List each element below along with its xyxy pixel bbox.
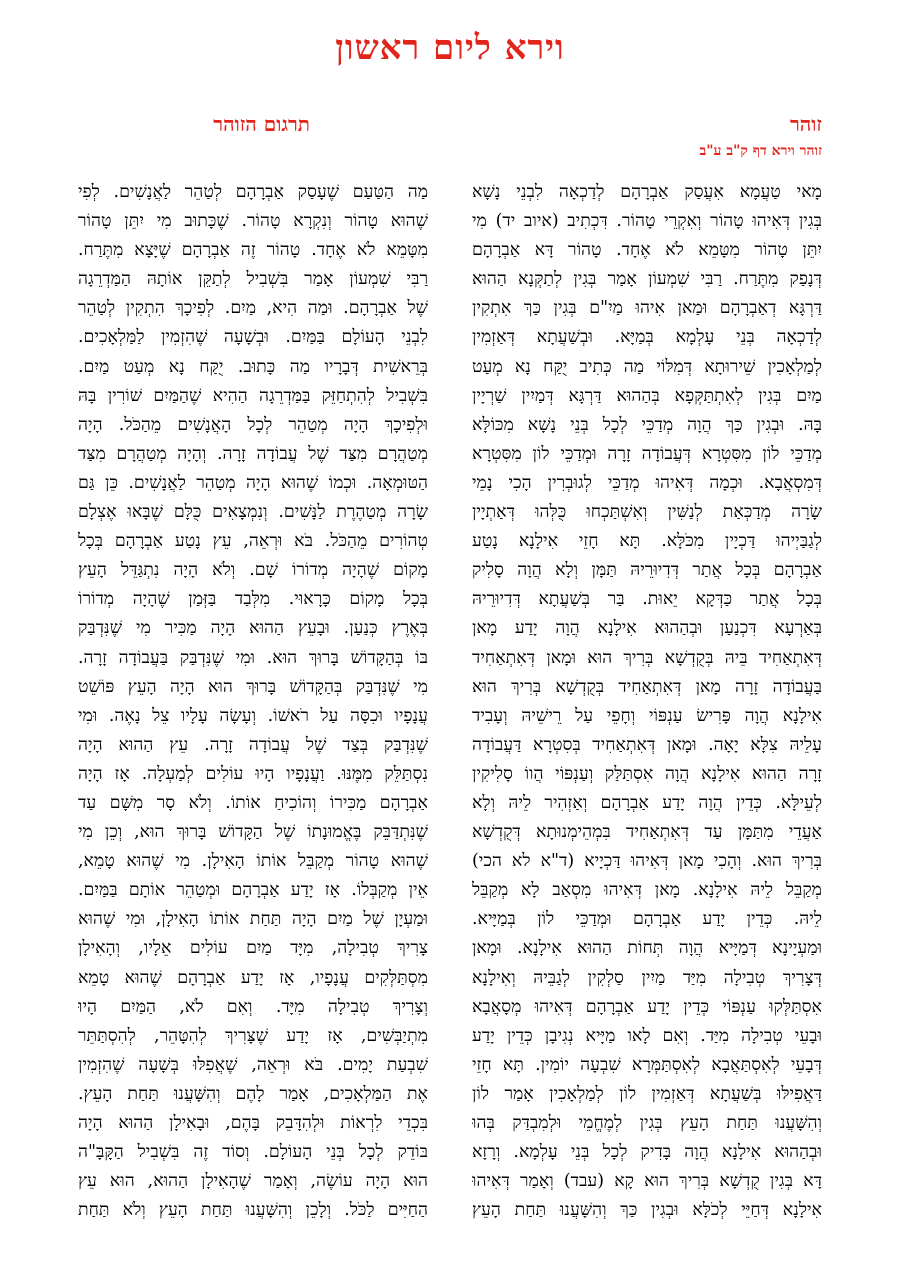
zohar-text-line: מַיִם בְּגִין לְאִתְתַּקְּפָא בְּהַהוּא דַּרְגָּא דְּמַיִין שַׁרְיָין (472, 385, 822, 406)
zohar-text-line: דַּאֲפִילּוּ בְּשַׁעֲתָא דְּאַזְמִין לוֹן לְמַלְאָכִין אָמַר לוֹן (472, 1083, 822, 1104)
translation-text-line: מִתְיַבְּשִׁים, אָז יָדַע שֶׁצָּרִיךְ לְהִטָּהֵר, לְהִסְתַּתֵּר (78, 1025, 428, 1046)
translation-text-line: בְּכָל מָקוֹם כָּרָאוּי. מִלְּבַד בַּזְּמַן שֶׁהָיָה מְדוֹרוֹ (78, 589, 428, 610)
zohar-text-line: מָאי טַעֲמָא אִעֲסַק אַבְרָהָם לְדַכְאָה לִבְנֵי נָשָׁא (472, 182, 822, 202)
translation-text-line: מָקוֹם שֶׁהָיָה מְדוֹרוֹ שָׁם. וְלֹא הָיָה נִתְגַּדֵּל הָעֵץ (78, 560, 428, 581)
zohar-text-line: לְמַלְאָכִין שֵׁירוּתָא דְּמִלּוֹי מַה כְּתִיב יֻקַּח נָא מְעַט (472, 356, 822, 377)
translation-text-line: מִסְתַּלְּקִים עֲנָפָיו, אָז יָדַע אַבְרָהָם שֶׁהוּא טָמֵא (78, 967, 428, 988)
translation-text-line: מִי שֶׁנִּדְבַּק בְּהַקָּדוֹשׁ בָּרוּךְ הוּא הָיָה הָעֵץ פּוֹשֵׁט (78, 676, 428, 697)
zohar-text-line: לְדַכְאָה בְּנֵי עָלְמָא בְּמַיָּא. וּבְשַׁעֲתָא דְּאַזְמִין (472, 327, 822, 348)
translation-text-line: שִׁבְעַת יָמִים. בֹּא וּרְאֵה, שֶׁאֲפִלּוּ בְּשָׁעָה שֶׁהִזְמִין (78, 1054, 428, 1075)
translation-text-line: בְּאֶרֶץ כְּנַעַן. וּבָעֵץ הַהוּא הָיָה מַכִּיר מִי שֶׁנִּדְבַּק (78, 618, 428, 639)
zohar-text-line: בְּאַרְעָא דִּכְנַעַן וּבְהַהוּא אִילָנָא הֲוָה יָדַע מָאן (472, 618, 822, 639)
zohar-text-line: יִתֵּן טָהוֹר מִטָּמֵא לֹא אֶחָד. טָהוֹר דָּא אַבְרָהָם (472, 240, 822, 261)
zohar-text-line: לֵיהּ. כְּדֵין יָדַע אַבְרָהָם וּמְדַכֵּי לוֹן בְּמַיָּיא. (472, 909, 822, 930)
translation-text-line: אֶת הַמַּלְאָכִים, אָמַר לָהֶם וְהִשָּׁעֲנוּ תַּחַת הָעֵץ. (78, 1083, 428, 1104)
translation-text-line: עֲנָפָיו וּכִסָּה עַל רֹאשׁוֹ. וְעָשָׂה עָלָיו צֵל נָאֶה. וּמִי (78, 705, 428, 726)
zohar-text-column (472, 178, 822, 1225)
translation-text-line: בּוֹדֵק לְכָל בְּנֵי הָעוֹלָם. וְסוֹד זֶה בִּשְׁבִיל הַקָּבָּ"ה (78, 1142, 428, 1163)
zohar-text-line: אַעֲדֵי מִתַּמָּן עַד דְּאִתְאַחִיד בִּמְהֵימְנוּתָא דְּקֻדְשָׁא (472, 822, 822, 843)
zohar-text-line: וּבְהַהוּא אִילָנָא הֲוָה בָּדִיק לְכָל בְּנֵי עָלְמָא. וְרָזָא (472, 1142, 822, 1163)
translation-text-line: שֶׁל אַבְרָהָם. וּמַה הִיא, מַיִם. לְפִיכָךְ הִתְקִין לְטַהֵר (78, 298, 428, 319)
translation-text-line: אֵין מְקַבְּלוֹ. אָז יָדַע אַבְרָהָם וּמְטַהֵר אוֹתָם בַּמַּיִם. (78, 880, 428, 901)
translation-text-line: הוּא הָיָה עוֹשֶׂה, וְאָמַר שֶׁהָאִילָן הַהוּא, הוּא עֵץ (78, 1171, 428, 1192)
translation-text-line: בּוֹ בְּהַקָּדוֹשׁ בָּרוּךְ הוּא. וּמִי שֶׁנִּדְבַּק בַּעֲבוֹדָה זָרָה. (78, 647, 428, 668)
zohar-text-line: זָרָה הַהוּא אִילָנָא הֲוָה אִסְתַּלַּק וְעַנְפּוֹי הֲווֹ סָלִיקִין (472, 763, 822, 784)
translation-text-line: שָׂרָה מְטַהֶרֶת לַנָּשִׁים. וְנִמְצָאִים כֻּלָּם שֶׁבָּאוּ אֶצְלָם (78, 502, 428, 523)
translation-text-line: נִסְתַּלֵּק מִמֶּנּוּ. וַעֲנָפָיו הָיוּ עוֹלִים לְמַעְלָה. אָז הָיָה (78, 763, 428, 784)
zohar-text-line: מְדַכֵּי לוֹן מִסִּטְרָא דְּעֲבוֹדָה זָרָה וּמְדַכֵּי לוֹן מִסִּטְרָא (472, 443, 822, 464)
zohar-text-line: דְּמִסְאֲבָא. וּכְמָה דְּאִיהוּ מְדַכֵּי לְגוּבְרִין הָכִי נָמֵי (472, 472, 822, 493)
source-reference: זוהר וירא דף ק"ב ע"ב (699, 143, 822, 159)
translation-text-line: הַחַיִּים לַכֹּל. וְלָכֵן וְהִשָּׁעֲנוּ תַּחַת הָעֵץ וְלֹא תַּחַת (78, 1200, 428, 1221)
translation-text-line: מְטַהֲרָם מִצַּד שֶׁל עֲבוֹדָה זָרָה. וְהָיָה מְטַהֲרָם מִצַּד (78, 443, 428, 464)
zohar-text-line: דָּא בְּגִין קֻדְשָׁא בְּרִיךְ הוּא קָא (עבד) וְאָמַר דְּאִיהוּ (472, 1171, 822, 1192)
zohar-text-line: דַּרְגָּא דְאַבְרָהָם וּמַאן אִיהוּ מַיִ"ם בְּגִין כַּךְ אִתְקִין (472, 298, 822, 319)
zohar-text-line: אִסְתַּלְּקוּ עַנְפּוֹי כְּדֵין יָדַע אַבְרָהָם דְּאִיהוּ מְסָאֲבָא (472, 996, 822, 1017)
translation-column-header: תרגום הזוהר (213, 112, 310, 136)
translation-text-line: הַטּוּמְאָה. וּכְמוֹ שֶׁהוּא הָיָה מְטַהֵר לַאֲנָשִׁים. כֵּן גַּם (78, 472, 428, 493)
zohar-text-line: וּבָעֵי טְבִילָה מִיַּד. וְאִם לָאו מַיָּיא נְגִיבָן כְּדֵין יָדַע (472, 1025, 822, 1046)
zohar-text-line: בַּעֲבוֹדָה זָרָה מָאן דְּאִתְאַחִיד בְּקֻדְשָׁא בְּרִיךְ הוּא (472, 676, 822, 697)
zohar-text-line: אַבְרָהָם בְּכָל אֲתַר דְּדִיוּרֵיהּ תַּמָּן וְלָא הֲוָה סָלִיק (472, 560, 822, 581)
zohar-text-line: שָׂרָה מְדַכְּאַת לְנַשִּׁין וְאִשְׁתַּכְחוּ כֻּלְּהוּ דְּאַתְיָין (472, 502, 822, 523)
zohar-text-line: דְּצָרִיךְ טְבִילָה מִיַּד מַיִין סַלְקִין לְגַבֵּיהּ וְאִילָנָא (472, 967, 822, 988)
zohar-text-line: בְּכָל אֲתַר כַּדְּקָא יֵאוּת. בַּר בְּשַׁעֲתָא דְּדִיוּרֵיהּ (472, 589, 822, 610)
translation-text-line: צָרִיךְ טְבִילָה, מִיָּד מַיִם עוֹלִים אֵלָיו, וְהָאִילָן (78, 938, 428, 959)
page-title: וירא ליום ראשון (335, 28, 565, 68)
translation-text-line: רַבִּי שִׁמְעוֹן אָמַר בִּשְׁבִיל לְתַקֵּן אוֹתָהּ הַמַּדְרֵגָה (78, 269, 428, 290)
translation-text-line: מַה הַטַּעַם שֶׁעָסַק אַבְרָהָם לְטַהֵר לַאֲנָשִׁים. לְפִי (78, 182, 428, 202)
zohar-text-line: בָּהּ. וּבְגִין כַּךְ הֲוָה מְדַכֵּי לְכָל בְּנֵי נָשָׁא מִכּוֹלָּא (472, 414, 822, 435)
translation-text-line: שֶׁהוּא טָהוֹר מְקַבֵּל אוֹתוֹ הָאִילָן. מִי שֶׁהוּא טָמֵא, (78, 851, 428, 872)
zohar-text-line: אִילָנָא הֲוָה פָּרִישׂ עַנְפּוֹי וְחָפֵי עַל רֵישֵׁיהּ וְעָבִיד (472, 705, 822, 726)
zohar-text-line: דְּאִתְאַחִיד בֵּיהּ בְּקֻדְשָׁא בְּרִיךְ הוּא וּמָאן דְּאִתְאַחִיד (472, 647, 822, 668)
translation-text-line: שֶׁנִּתְדַּבֵּק בֶּאֱמוּנָתוֹ שֶׁל הַקָּדוֹשׁ בָּרוּךְ הוּא, וְכֵן מִי (78, 822, 428, 843)
zohar-text-line: לְעֵילָּא. כְּדֵין הֲוָה יָדַע אַבְרָהָם וְאַזְהִיר לֵיהּ וְלָא (472, 792, 822, 813)
zohar-text-line: וּמַעְיָינָא דְּמַיָּיא הֲוָה תְּחוֹת הַהוּא אִילָנָא. וּמָאן (472, 938, 822, 959)
zohar-text-line: בְּגִין דְּאִיהוּ טָהוֹר וְאִקְרֵי טָהוֹר. דִּכְתִיב (איוב יד) מִי (472, 211, 822, 232)
translation-text-line: אַבְרָהָם מַכִּירוֹ וְהוֹכִיחַ אוֹתוֹ. וְלֹא סָר מִשָּׁם עַד (78, 792, 428, 813)
zohar-text-line: אִילָנָא דְּחַיֵּי לְכֹלָּא וּבְגִין כַּךְ וְהִשָּׁעֲנוּ תַּחַת הָעֵץ (472, 1200, 822, 1221)
zohar-text-line: עָלֵיהּ צִלָּא יָאָה. וּמָאן דְּאִתְאַחִיד בְּסִטְרָא דַּעֲבוֹדָה (472, 734, 822, 755)
zohar-text-line: מְקַבֵּל לֵיהּ אִילָנָא. מָאן דְּאִיהוּ מִסְאַב לָא מְקַבֵּל (472, 880, 822, 901)
translation-text-line: מִטָּמֵא לֹא אֶחָד. טָהוֹר זֶה אַבְרָהָם שֶׁיָּצָא מִתֶּרַח. (78, 240, 428, 261)
translation-text-line: שֶׁנִּדְבַּק בְּצַד שֶׁל עֲבוֹדָה זָרָה. עֵץ הַהוּא הָיָה (78, 734, 428, 755)
translation-text-line: וְצָרִיךְ טְבִילָה מִיָּד. וְאִם לֹא, הַמַּיִם הָיוּ (78, 996, 428, 1017)
translation-text-column (78, 178, 428, 1225)
translation-text-line: בְּרֵאשִׁית דְּבָרָיו מַה כָּתוּב. יֻקַּח נָא מְעַט מַיִם. (78, 356, 428, 377)
translation-text-line: טְהוֹרִים מֵהַכֹּל. בֹּא וּרְאֵה, עֵץ נָטַע אַבְרָהָם בְּכָל (78, 531, 428, 552)
translation-text-line: וּמַעְיָן שֶׁל מַיִם הָיָה תַּחַת אוֹתוֹ הָאִילָן, וּמִי שֶׁהוּא (78, 909, 428, 930)
zohar-text-line: דְּבָעֵי לְאִסְתַּאֲבָא לְאִסְתַּמְּרָא שִׁבְעָה יוֹמִין. תָּא חָזֵי (472, 1054, 822, 1075)
zohar-text-line: בְּרִיךְ הוּא. וְהָכִי מָאן דְּאִיהוּ דַּכְיָיא (ד"א לא הכי) (472, 851, 822, 872)
zohar-column-header: זוהר (789, 112, 822, 136)
translation-text-line: בִּכְדֵי לִרְאוֹת וּלְהִדָּבֵק בָּהֶם, וּבָאִילָן הַהוּא הָיָה (78, 1113, 428, 1133)
translation-text-line: לִבְנֵי הָעוֹלָם בַּמַּיִם. וּבְשָׁעָה שֶׁהִזְמִין לַמַּלְאָכִים. (78, 327, 428, 348)
translation-text-line: בִּשְׁבִיל לְהִתְחַזֵּק בַּמַּדְרֵגָה הַהִיא שֶׁהַמַּיִם שׁוֹרִין בָּהּ (78, 385, 428, 406)
zohar-text-line: לְגַבַּיְיהוּ דַּכְיָין מִכֹּלָּא. תָּא חָזֵי אִילָנָא נָטַע (472, 531, 822, 552)
translation-text-line: וּלְפִיכָךְ הָיָה מְטַהֵר לְכָל הָאֲנָשִׁים מֵהַכֹּל. הָיָה (78, 414, 428, 435)
zohar-text-line: דְּנָפַק מִתֶּרַח. רַבִּי שִׁמְעוֹן אָמַר בְּגִין לְתַקְּנָא הַהוּא (472, 269, 822, 290)
zohar-text-line: וְהִשָּׁעֲנוּ תַּחַת הָעֵץ בְּגִין לְמֶחֱמֵי וּלְמִבְדַּק בְּהוּ (472, 1113, 822, 1133)
translation-text-line: שֶׁהוּא טָהוֹר וְנִקְרָא טָהוֹר. שֶׁכָּתוּב מִי יִתֵּן טָהוֹר (78, 211, 428, 232)
